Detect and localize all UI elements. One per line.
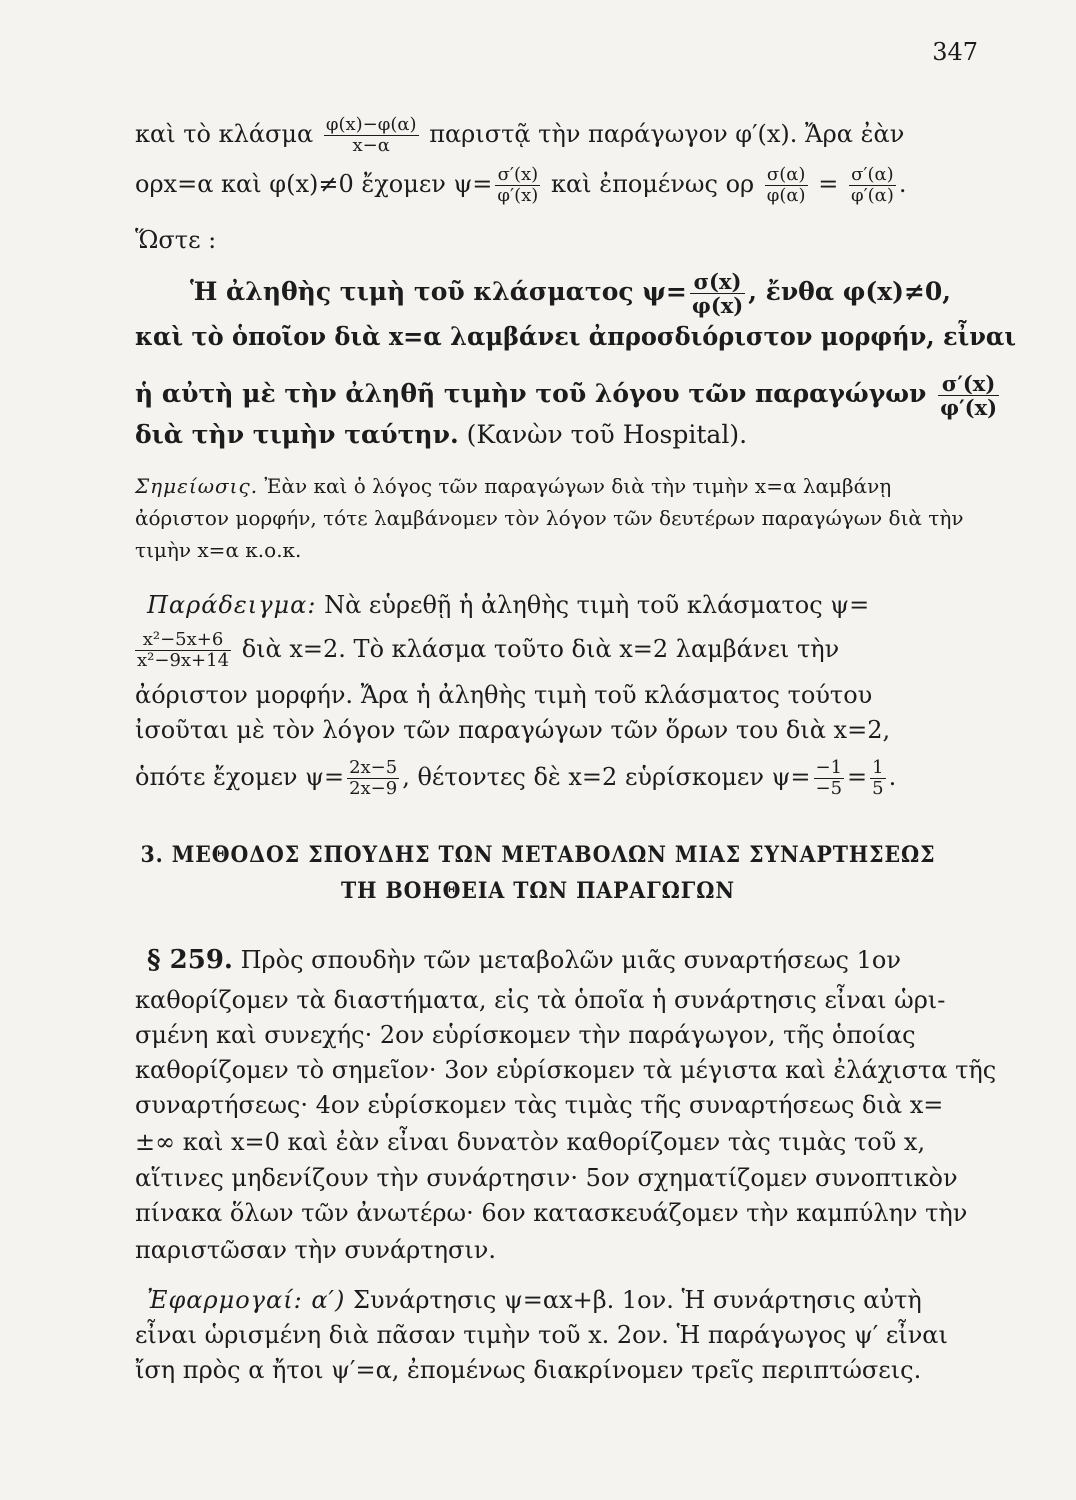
rule-line xyxy=(135,372,1002,419)
numerator: σ(α) xyxy=(765,165,808,186)
rule-line: καὶ τὸ ὁποῖον διὰ x=α λαμβάνει ἀπροσδιόριστον μορφήν, εἶναι xyxy=(135,322,1016,351)
text: ἡ αὐτὴ μὲ τὴν ἀληθῆ τιμὴν τοῦ λόγου τῶν παραγώγων xyxy=(135,379,927,408)
text-line: παριστῶσαν τὴν συνάρτησιν. xyxy=(135,1236,496,1264)
fraction xyxy=(849,165,896,206)
text: ὁπότε ἔχομεν ψ= xyxy=(135,763,345,791)
numerator: σ′(α) xyxy=(849,165,896,186)
fraction xyxy=(765,165,808,206)
text: Ἡ ἀληθὴς τιμὴ τοῦ κλάσματος ψ= xyxy=(190,277,687,306)
text: , θέτοντες δὲ x=2 εὑρίσκομεν ψ= xyxy=(402,763,811,791)
text: = xyxy=(818,170,839,198)
text: καὶ τὸ κλάσμα xyxy=(135,120,314,148)
text-line: καθορίζομεν τὸ σημεῖον· 3ον εὑρίσκομεν τὰ μέγιστα καὶ ἐλάχιστα τῆς xyxy=(135,1056,997,1084)
rule-line xyxy=(135,420,747,450)
text-line xyxy=(135,165,907,206)
fraction xyxy=(814,758,845,799)
denominator: φ(x) xyxy=(691,293,744,318)
text-line xyxy=(135,115,904,156)
text: (Κανὼν τοῦ Hospital). xyxy=(466,420,748,449)
text: . xyxy=(888,763,897,791)
note-line xyxy=(135,473,891,499)
paragraph-number: § 259. xyxy=(147,945,233,975)
text-line: ἴση πρὸς α ἤτοι ψ′=α, ἐπομένως διακρίνομεν τρεῖς περιπτώσεις. xyxy=(135,1356,922,1384)
text-line xyxy=(135,630,839,671)
section-title: 3. ΜΕΘΟΔΟΣ ΣΠΟΥΔΗΣ ΤΩΝ ΜΕΤΑΒΟΛΩΝ ΜΙΑΣ ΣΥΝΑΡΤΗΣΕΩΣ xyxy=(140,842,936,868)
numerator: σ(x) xyxy=(690,270,745,294)
denominator: φ′(x) xyxy=(497,185,539,206)
numerator: φ(x)−φ(α) xyxy=(325,114,417,135)
denominator: x−α xyxy=(352,135,390,156)
denominator: 5 xyxy=(872,778,884,799)
text: = xyxy=(847,763,868,791)
text-line: Ὥστε : xyxy=(135,226,217,254)
fraction xyxy=(938,372,999,419)
fraction xyxy=(347,758,399,799)
text: διὰ x=2. Τὸ κλάσμα τοῦτο διὰ x=2 λαμβάνει τὴν xyxy=(241,635,840,663)
text-line: ±∞ καὶ x=0 καὶ ἐὰν εἶναι δυνατὸν καθορίζομεν τὰς τιμὰς τοῦ x, xyxy=(135,1128,926,1156)
rule-line xyxy=(190,270,951,317)
denominator: x²−9x+14 xyxy=(137,650,230,671)
section-subtitle: ΤΗ ΒΟΗΘΕΙΑ ΤΩΝ ΠΑΡΑΓΩΓΩΝ xyxy=(341,878,735,904)
text-line: πίνακα ὅλων τῶν ἀνωτέρω· 6ον κατασκευάζομεν τὴν καμπύλην τὴν xyxy=(135,1199,968,1227)
numerator: x²−5x+6 xyxy=(135,630,231,651)
denominator: φ′(x) xyxy=(940,395,998,420)
text-line: καθορίζομεν τὰ διαστήματα, εἰς τὰ ὁποῖα ἡ συνάρτησις εἶναι ὡρι- xyxy=(135,986,946,1014)
text: παριστᾷ τὴν παράγωγον φ′(x). Ἄρα ἐὰν xyxy=(429,120,905,148)
text: καὶ ἐπομένως ορ xyxy=(550,170,755,198)
denominator: −5 xyxy=(815,778,843,799)
text: Ἐὰν καὶ ὁ λόγος τῶν παραγώγων διὰ τὴν τιμὴν x=α λαμβάνῃ xyxy=(264,474,892,498)
text-line: εἶναι ὡρισμένη διὰ πᾶσαν τιμὴν τοῦ x. 2ον. Ἡ παράγωγος ψ′ εἶναι xyxy=(135,1321,948,1349)
page-number: 347 xyxy=(932,38,978,66)
text: ορx=α καὶ φ(x)≠0 ἔχομεν ψ= xyxy=(135,170,493,198)
numerator: 1 xyxy=(872,757,884,778)
denominator: φ′(α) xyxy=(850,185,894,206)
text: Πρὸς σπουδὴν τῶν μεταβολῶν μιᾶς συναρτήσεως 1ον xyxy=(240,946,901,974)
fraction xyxy=(495,165,540,206)
note-line: ἀόριστον μορφήν, τότε λαμβάνομεν τὸν λόγον τῶν δευτέρων παραγώγων διὰ τὴν xyxy=(135,506,964,530)
denominator: 2x−9 xyxy=(349,778,398,799)
fraction xyxy=(870,758,885,799)
example-label: Παράδειγμα: xyxy=(147,591,317,619)
fraction xyxy=(135,630,231,671)
text-line: σμένη καὶ συνεχής· 2ον εὑρίσκομεν τὴν παράγωγον, τῆς ὁποίας xyxy=(135,1021,916,1049)
text-line xyxy=(147,1285,922,1315)
numerator: σ′(x) xyxy=(938,372,999,396)
text: Συνάρτησις ψ=αx+β. 1ον. Ἡ συνάρτησις αὐτὴ xyxy=(352,1286,922,1314)
text-line: ἀόριστον μορφήν. Ἄρα ἡ ἀληθὴς τιμὴ τοῦ κλάσματος τούτου xyxy=(135,681,873,709)
numerator: −1 xyxy=(815,757,843,778)
text: διὰ τὴν τιμὴν ταύτην. xyxy=(135,420,459,449)
text-line xyxy=(135,758,896,799)
fraction xyxy=(690,270,745,317)
note-line: τιμὴν x=α κ.ο.κ. xyxy=(135,538,302,562)
text: , ἔνθα φ(x)≠0, xyxy=(748,277,952,306)
fraction xyxy=(324,115,419,156)
text-line: ἰσοῦται μὲ τὸν λόγον τῶν παραγώγων τῶν ὅρων του διὰ x=2, xyxy=(135,716,891,744)
text: Νὰ εὑρεθῇ ἡ ἀληθὴς τιμὴ τοῦ κλάσματος ψ= xyxy=(324,591,870,619)
text-line xyxy=(147,590,869,620)
text: . xyxy=(898,170,907,198)
text-line: συναρτήσεως· 4ον εὑρίσκομεν τὰς τιμὰς τῆς συναρτήσεως διὰ x= xyxy=(135,1091,944,1119)
numerator: 2x−5 xyxy=(349,757,398,778)
denominator: φ(α) xyxy=(766,185,806,206)
applications-label: Ἐφαρμογαί: α′) xyxy=(147,1286,346,1314)
note-label: Σημείωσις. xyxy=(135,474,259,498)
text-line xyxy=(147,945,901,975)
numerator: σ′(x) xyxy=(495,165,540,186)
text-line: αἵτινες μηδενίζουν τὴν συνάρτησιν· 5ον σχηματίζομεν συνοπτικὸν xyxy=(135,1164,958,1192)
